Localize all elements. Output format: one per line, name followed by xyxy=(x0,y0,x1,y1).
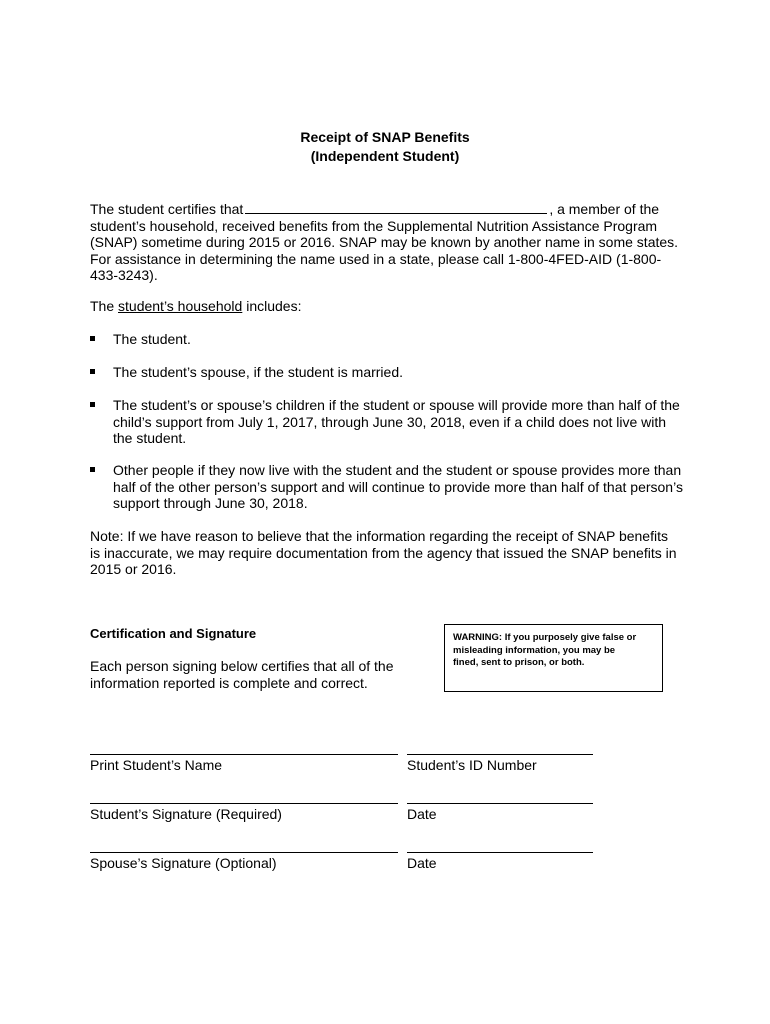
certification-line: Each person signing below certifies that all of the xyxy=(90,658,394,674)
paragraph-line: 433-3243). xyxy=(90,267,158,284)
certification-paragraph xyxy=(90,200,680,284)
paragraph-line: For assistance in determining the name used in a state, please call 1-800-4FED-AID (1-800- xyxy=(90,250,662,267)
student-id-label: Student’s ID Number xyxy=(407,757,537,773)
bullet-line: The student’s spouse, if the student is married. xyxy=(113,364,404,380)
bullet-line: Other people if they now live with the student and the student or spouse provides more than xyxy=(113,462,682,478)
household-intro xyxy=(90,298,680,315)
household-suffix: includes: xyxy=(246,298,302,314)
intro-suffix: , a member of the xyxy=(549,201,660,217)
note-line: 2015 or 2016. xyxy=(90,561,177,578)
paragraph-line: (SNAP) sometime during 2015 or 2016. SNAP may be known by another name in some states. xyxy=(90,234,679,251)
student-signature-line[interactable] xyxy=(90,803,398,804)
certification-heading: Certification and Signature xyxy=(90,626,257,641)
paragraph-line xyxy=(90,200,680,218)
document-title: Receipt of SNAP Benefits xyxy=(300,129,470,145)
household-underlined: student’s household xyxy=(118,298,243,314)
date-line[interactable] xyxy=(407,803,593,804)
note-line: Note: If we have reason to believe that the information regarding the receipt of SNAP benefits xyxy=(90,528,668,544)
intro-prefix: The student certifies that xyxy=(90,201,244,217)
warning-line: fined, sent to prison, or both. xyxy=(453,657,585,668)
document-subtitle: (Independent Student) xyxy=(310,148,460,164)
household-prefix: The xyxy=(90,298,115,314)
bullet-line: support through June 30, 2018. xyxy=(113,495,308,512)
certification-line: information reported is complete and correct. xyxy=(90,674,368,691)
date-label: Date xyxy=(407,806,437,822)
household-member-name-blank[interactable] xyxy=(245,200,547,214)
spouse-signature-line[interactable] xyxy=(90,852,398,853)
student-id-line[interactable] xyxy=(407,754,593,755)
bullet-icon xyxy=(90,467,95,472)
print-name-label: Print Student’s Name xyxy=(90,757,223,773)
date-line[interactable] xyxy=(407,852,593,853)
bullet-line: child’s support from July 1, 2017, through June 30, 2018, even if a child does not live with xyxy=(113,413,667,430)
note-paragraph xyxy=(90,528,680,578)
bullet-line: The student’s or spouse’s children if the student or spouse will provide more than half of the xyxy=(113,397,680,413)
spouse-signature-label: Spouse’s Signature (Optional) xyxy=(90,855,277,871)
bullet-icon xyxy=(90,369,95,374)
certification-statement xyxy=(90,658,420,691)
student-signature-label: Student’s Signature (Required) xyxy=(90,806,282,822)
paragraph-line: student’s household, received benefits from the Supplemental Nutrition Assistance Program xyxy=(90,217,658,234)
bullet-line: the student. xyxy=(113,430,187,447)
date-label: Date xyxy=(407,855,437,871)
bullet-line: half of the other person’s support and will continue to provide more than half of that person’s xyxy=(113,478,683,495)
note-line: is inaccurate, we may require documentation from the agency that issued the SNAP benefits in xyxy=(90,544,677,561)
bullet-icon xyxy=(90,336,95,341)
bullet-line: The student. xyxy=(113,331,191,347)
warning-box xyxy=(444,624,663,692)
warning-line: WARNING: If you purposely give false or xyxy=(453,632,637,643)
print-name-line[interactable] xyxy=(90,754,398,755)
bullet-icon xyxy=(90,402,95,407)
warning-line: misleading information, you may be xyxy=(453,644,616,656)
